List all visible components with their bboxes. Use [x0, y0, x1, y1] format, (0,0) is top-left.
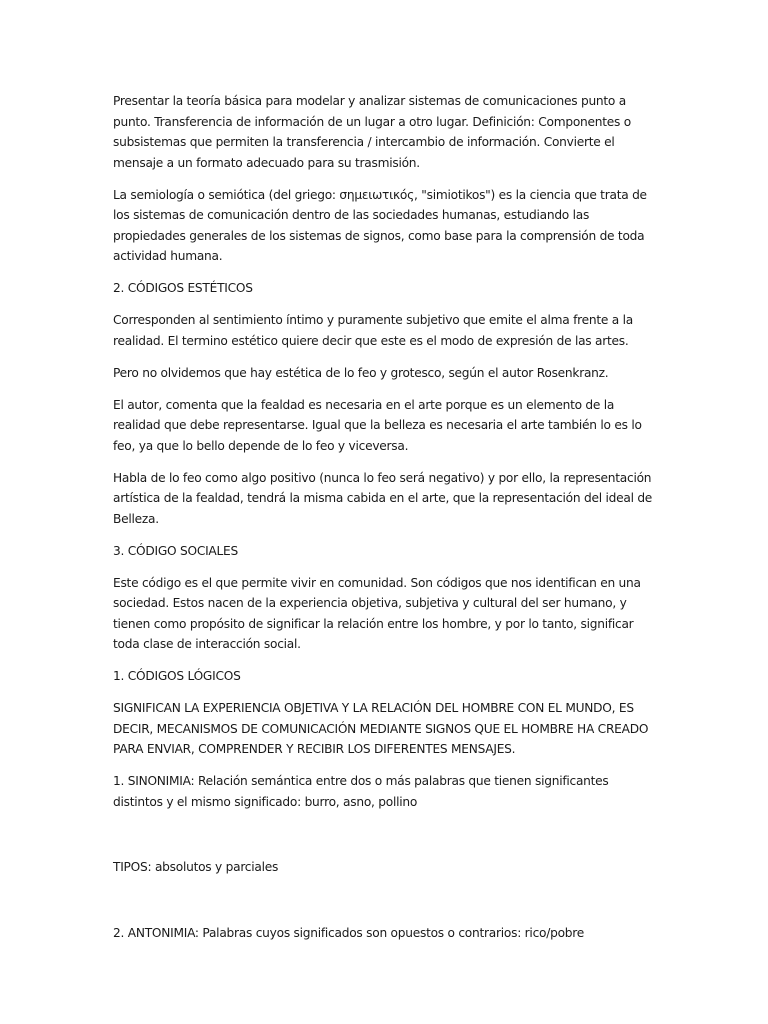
paragraph-logicos-mayusculas: SIGNIFICAN LA EXPERIENCIA OBJETIVA Y LA RELACIÓN DEL HOMBRE CON EL MUNDO, ES DECIR, MECANISMOS DE COMUNICACIÓN MEDIANTE SIGNOS QUE EL HOMBRE HA CREADO PARA ENVIAR, COMPRENDER Y RECIBIR LOS DIFERENTES MENSAJES. — [113, 701, 649, 756]
paragraph-esteticos-definicion: Corresponden al sentimiento íntimo y puramente subjetivo que emite el alma frente a la realidad. El termino estético quiere decir que este es el modo de expresión de las artes. — [113, 313, 633, 348]
heading-codigos-logicos: 1. CÓDIGOS LÓGICOS — [113, 669, 241, 683]
document-page — [113, 91, 658, 955]
paragraph-tipos: TIPOS: absolutos y parciales — [113, 860, 279, 874]
paragraph-sociales: Este código es el que permite vivir en comunidad. Son códigos que nos identifican en una sociedad. Estos nacen de la experiencia objetiva, subjetiva y cultural del ser humano, y tienen como propósito de significar la relación entre los hombre, y por lo tanto, significar toda clase de interacción social. — [113, 575, 641, 651]
heading-codigos-esteticos: 2. CÓDIGOS ESTÉTICOS — [113, 281, 253, 295]
paragraph-semiologia: La semiología o semiótica (del griego: σημειωτικός, "simiotikos") es la ciencia que trata de los sistemas de comunicación dentro de las sociedades humanas, estudiando las propiedades generales de los sistemas de signos, como base para la comprensión de toda actividad humana. — [113, 187, 647, 263]
paragraph-lo-feo: Habla de lo feo como algo positivo (nunca lo feo será negativo) y por ello, la representación artística de la fealdad, tendrá la misma cabida en el arte, que la representación del ideal de Belleza. — [113, 470, 653, 526]
paragraph-antonimia: 2. ANTONIMIA: Palabras cuyos significados son opuestos o contrarios: rico/pobre — [113, 925, 585, 940]
paragraph-sinonimia: 1. SINONIMIA: Relación semántica entre dos o más palabras que tienen significantes distintos y el mismo significado: burro, asno, pollino — [113, 774, 609, 809]
paragraph-fealdad: El autor, comenta que la fealdad es necesaria en el arte porque es un elemento de la realidad que debe representarse. Igual que la belleza es necesaria el arte también lo es lo feo, ya que lo bello depende de lo feo y viceversa. — [113, 397, 642, 453]
paragraph-intro: Presentar la teoría básica para modelar y analizar sistemas de comunicaciones punto a punto. Transferencia de información de un lugar a otro lugar. Definición: Componentes o subsistemas que permiten la transferencia / intercambio de información. Convierte el mensaje a un formato adecuado para su trasmisión. — [113, 94, 631, 170]
heading-codigo-sociales: 3. CÓDIGO SOCIALES — [113, 543, 238, 558]
paragraph-rosenkranz: Pero no olvidemos que hay estética de lo feo y grotesco, según el autor Rosenkranz. — [113, 365, 609, 380]
